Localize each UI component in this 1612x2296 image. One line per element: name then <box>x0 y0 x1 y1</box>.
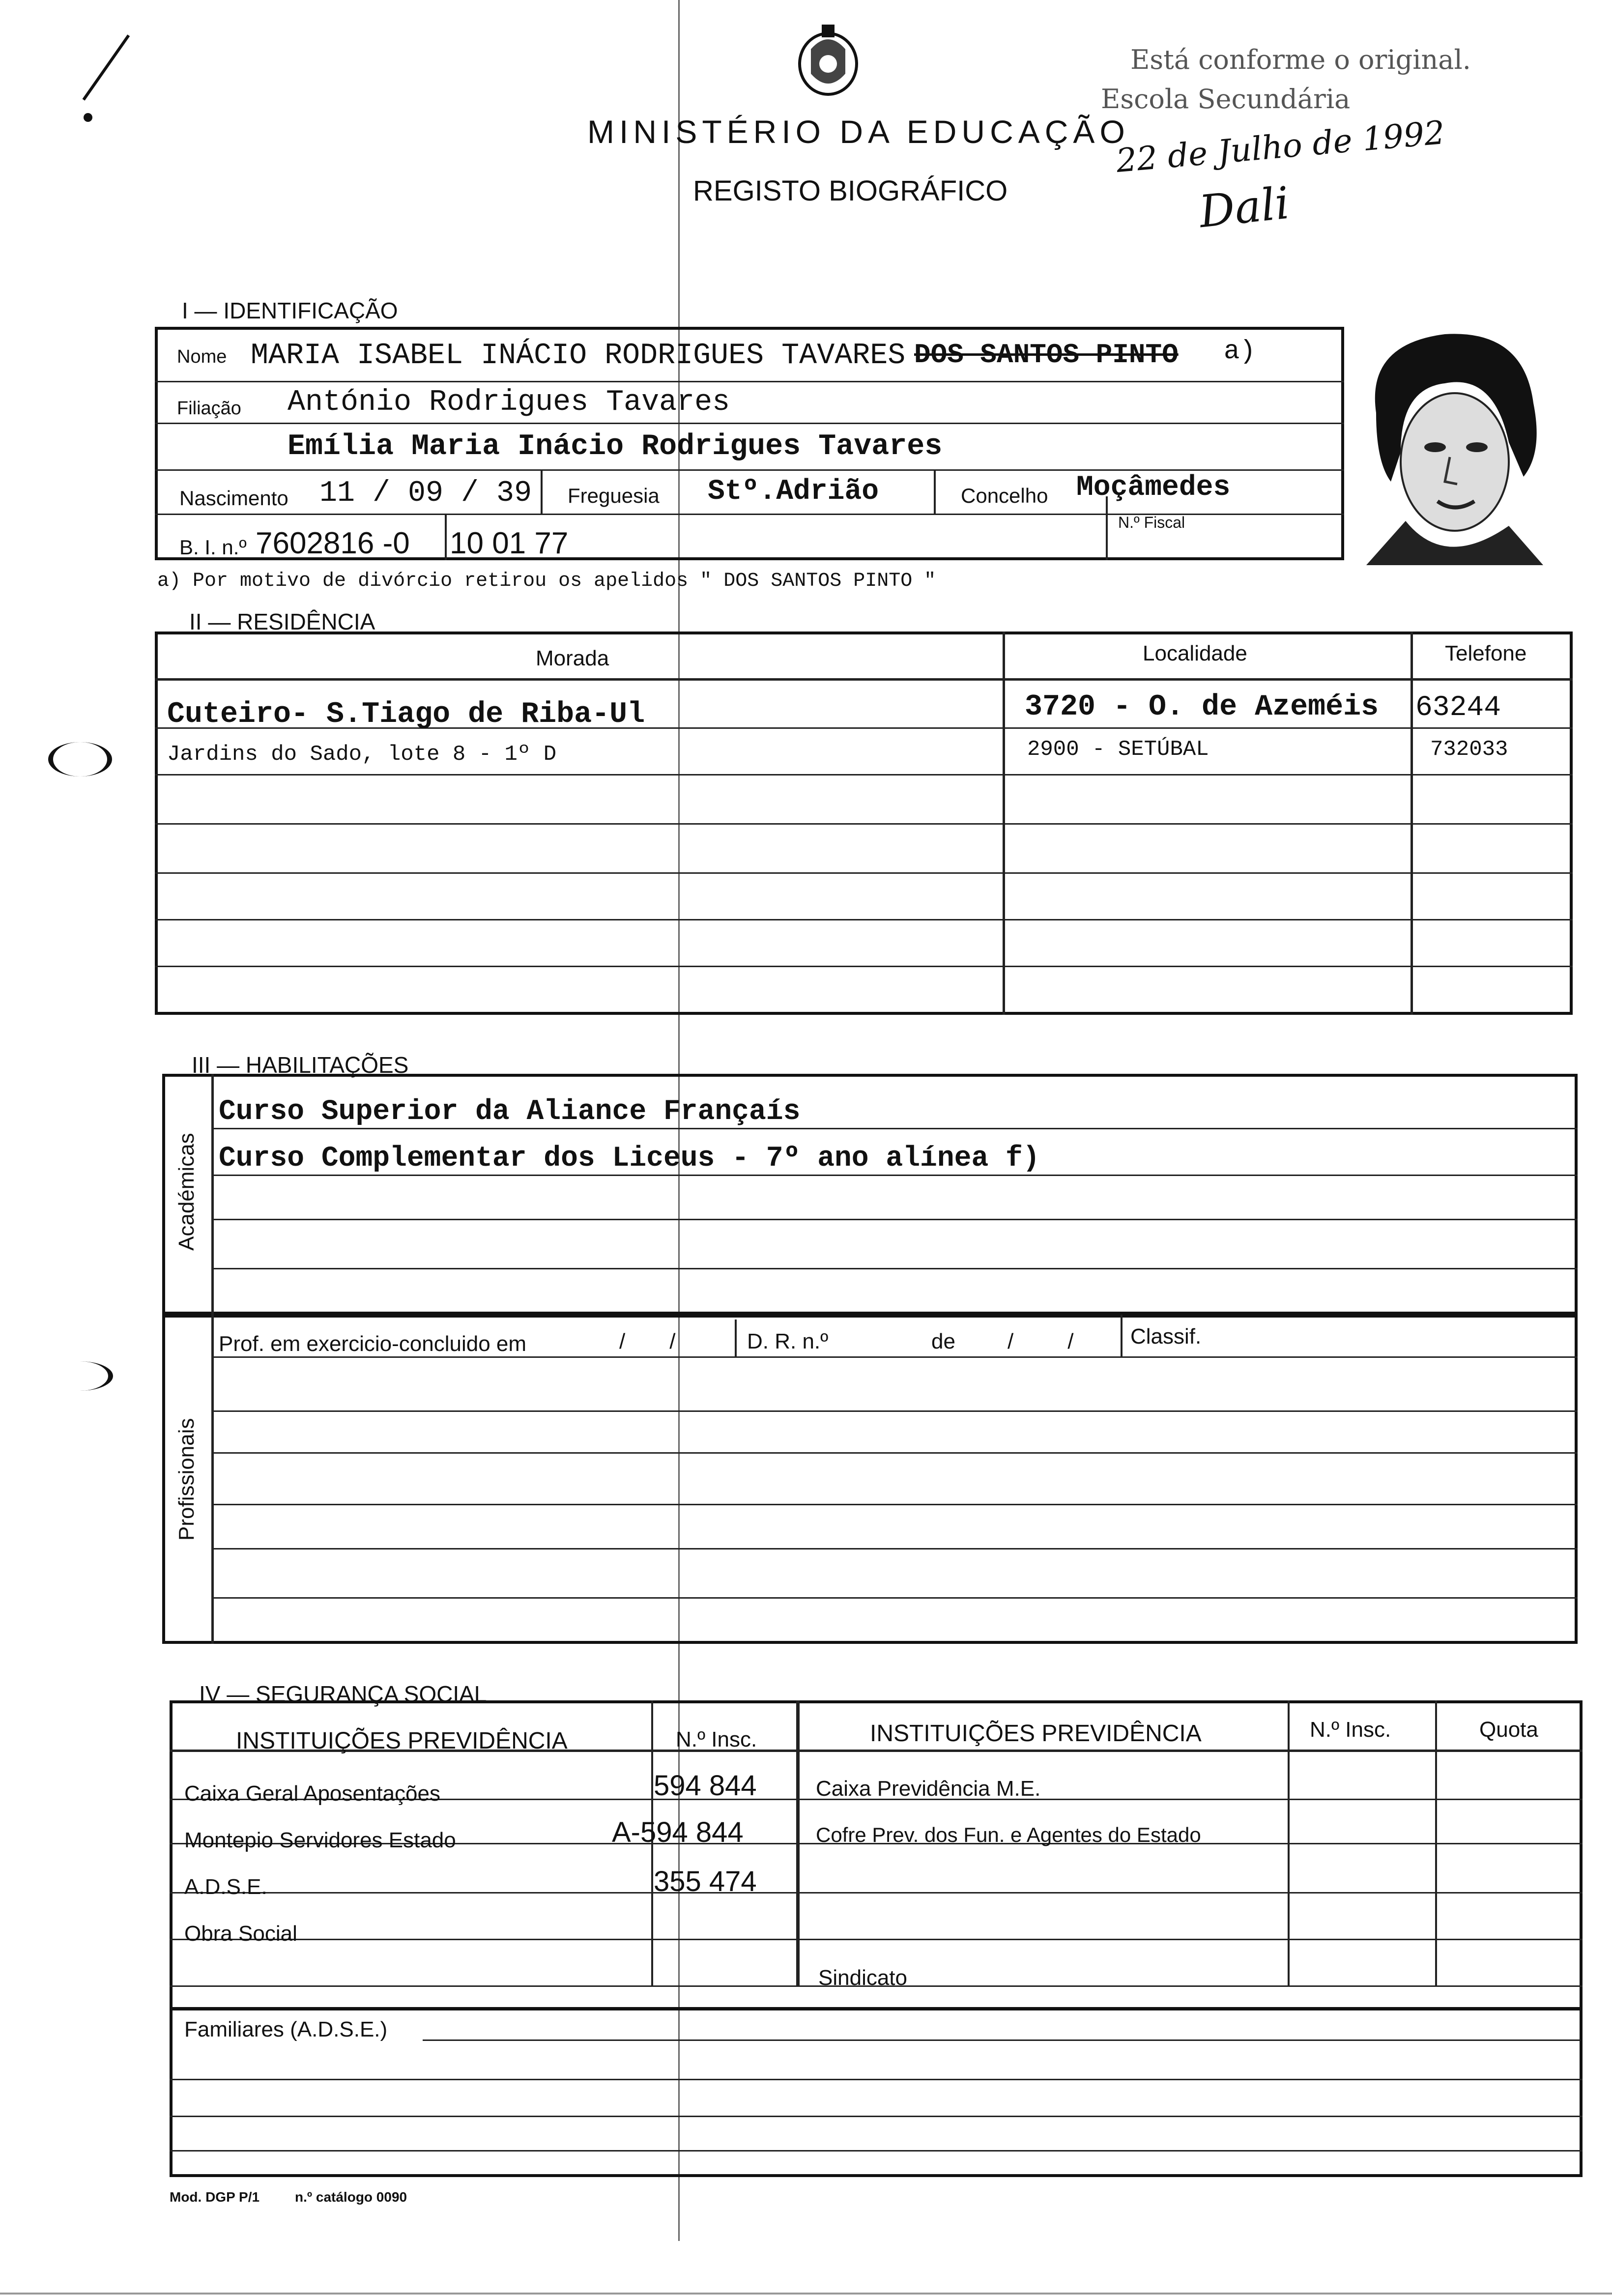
morada-cell: Jardins do Sado, lote 8 - 1º D <box>167 742 557 767</box>
column-divider <box>1003 631 1005 1015</box>
profissionais-label: Profissionais <box>174 1418 199 1541</box>
column-divider <box>211 1074 214 1315</box>
column-header-instituicoes: INSTITUIÇÕES PREVIDÊNCIA <box>236 1728 568 1754</box>
num-insc-cell: 594 844 <box>654 1770 757 1802</box>
stamp-date: 22 de Julho de 1992 <box>1114 113 1446 180</box>
row-line <box>211 1219 1578 1220</box>
concelho-label: Concelho <box>961 484 1048 507</box>
row-line <box>211 1410 1578 1412</box>
dr-label: D. R. n.º <box>747 1329 829 1353</box>
column-header-morada: Morada <box>536 646 609 670</box>
column-header-telefone: Telefone <box>1445 641 1527 665</box>
nascimento-value: 11 / 09 / 39 <box>319 477 532 510</box>
instituicao-cell: Obra Social <box>184 1922 297 1946</box>
form-title: REGISTO BIOGRÁFICO <box>693 175 1008 207</box>
de-label: de <box>931 1329 955 1353</box>
bi-label: B. I. n.º <box>179 536 247 559</box>
instituicao-cell: Caixa Previdência M.E. <box>816 1777 1041 1801</box>
localidade-cell: 3720 - O. de Azeméis <box>1025 690 1379 724</box>
mae-value: Emília Maria Inácio Rodrigues Tavares <box>288 430 943 463</box>
section-title-seguranca: IV — SEGURANÇA SOCIAL <box>199 1681 487 1707</box>
column-header-instituicoes: INSTITUIÇÕES PREVIDÊNCIA <box>870 1721 1202 1747</box>
pen-mark <box>84 113 92 122</box>
row-line <box>155 423 1344 424</box>
row-line <box>155 919 1573 920</box>
form-model-code: Mod. DGP P/1 <box>170 2189 260 2205</box>
row-line <box>211 1548 1578 1550</box>
instituicao-cell: Montepio Servidores Estado <box>184 1828 456 1852</box>
column-header-quota: Quota <box>1479 1718 1538 1742</box>
stamp-line: Está conforme o original. <box>1130 44 1471 75</box>
row-line <box>170 2079 1583 2080</box>
column-divider <box>1435 1700 1437 1985</box>
cell-divider <box>934 469 936 514</box>
freguesia-label: Freguesia <box>568 484 660 507</box>
nome-note-ref: a) <box>1224 337 1256 367</box>
row-line <box>155 774 1573 775</box>
pen-mark <box>83 34 130 101</box>
num-insc-cell: 355 474 <box>654 1866 757 1897</box>
row-line <box>155 966 1573 967</box>
stamp-line: Escola Secundária <box>1101 84 1351 115</box>
row-line <box>211 1504 1578 1505</box>
fiscal-label: N.º Fiscal <box>1118 514 1185 531</box>
row-line <box>155 469 1344 471</box>
cell-divider <box>445 514 447 560</box>
ministry-title: MINISTÉRIO DA EDUCAÇÃO <box>587 114 1130 150</box>
punch-hole-mark <box>48 742 112 776</box>
date-slashes: // <box>1008 1329 1128 1353</box>
familiares-label: Familiares (A.D.S.E.) <box>184 2017 388 2041</box>
divorce-note: a) Por motivo de divórcio retirou os apelidos " DOS SANTOS PINTO " <box>157 570 936 592</box>
academic-qualification: Curso Complementar dos Liceus - 7º ano alínea f) <box>219 1143 1040 1175</box>
instituicao-cell: A.D.S.E. <box>184 1875 267 1899</box>
certification-stamp <box>1101 44 1543 241</box>
row-line <box>211 1268 1578 1269</box>
row-line <box>211 1175 1578 1176</box>
row-line <box>155 381 1344 382</box>
column-header-num-insc: N.º Insc. <box>676 1727 757 1751</box>
column-divider <box>1410 631 1413 1015</box>
header-line <box>155 678 1573 681</box>
nome-label: Nome <box>177 346 227 367</box>
column-divider <box>211 1315 214 1644</box>
date-slashes: // <box>619 1329 720 1353</box>
row-line <box>423 2039 1580 2041</box>
morada-cell: Cuteiro- S.Tiago de Riba-Ul <box>167 698 645 731</box>
freguesia-value: Stº.Adrião <box>708 476 879 508</box>
instituicao-cell: Sindicato <box>818 1966 908 1990</box>
column-header-localidade: Localidade <box>1143 641 1247 665</box>
nome-struck: DOS SANTOS PINTO <box>914 339 1179 371</box>
catalog-number: n.º catálogo 0090 <box>295 2189 407 2205</box>
cell-divider <box>541 469 543 514</box>
row-line <box>170 2116 1583 2117</box>
filiacao-label: Filiação <box>177 398 241 419</box>
row-line <box>211 1597 1578 1599</box>
row-line <box>170 2150 1583 2152</box>
classif-label: Classif. <box>1130 1324 1202 1349</box>
telefone-cell: 732033 <box>1430 737 1508 762</box>
page-bottom-line <box>0 2293 1612 2295</box>
row-line <box>155 872 1573 874</box>
concelho-value: Moçâmedes <box>1076 472 1231 504</box>
column-header-num-insc: N.º Insc. <box>1310 1718 1391 1742</box>
column-divider <box>1288 1700 1290 1985</box>
section-title-identificacao: I — IDENTIFICAÇÃO <box>182 298 398 323</box>
telefone-cell: 63244 <box>1415 692 1501 724</box>
column-divider <box>796 1700 800 1985</box>
row-line <box>211 1452 1578 1454</box>
instituicao-cell: Cofre Prev. dos Fun. e Agentes do Estado <box>816 1823 1201 1846</box>
bi-date: 10 01 77 <box>450 526 569 560</box>
num-insc-cell: A-594 844 <box>612 1816 744 1848</box>
section-title-residencia: II — RESIDÊNCIA <box>189 609 375 634</box>
nascimento-label: Nascimento <box>179 487 288 510</box>
id-photo <box>1347 315 1573 565</box>
bi-value: 7602816 -0 <box>256 526 410 560</box>
coat-of-arms-emblem <box>791 20 865 103</box>
row-line <box>170 1892 1583 1894</box>
cell-divider <box>735 1320 737 1356</box>
section-title-habilitacoes: III — HABILITAÇÕES <box>192 1052 409 1078</box>
academic-qualification: Curso Superior da Aliance Françaís <box>219 1096 801 1128</box>
row-line <box>211 1356 1578 1358</box>
signature: Dali <box>1197 177 1292 238</box>
row-line <box>211 1128 1578 1129</box>
prof-exercicio-label: Prof. em exercicio-concluido em <box>219 1332 527 1356</box>
academicas-label: Académicas <box>174 1133 199 1251</box>
habilitacoes-profissionais-box <box>162 1315 1578 1644</box>
punch-hole-mark <box>47 1361 113 1391</box>
pai-value: António Rodrigues Tavares <box>288 386 730 419</box>
row-line <box>170 1939 1583 1940</box>
nome-value: MARIA ISABEL INÁCIO RODRIGUES TAVARES <box>251 339 906 373</box>
localidade-cell: 2900 - SETÚBAL <box>1027 737 1209 762</box>
instituicao-cell: Caixa Geral Aposentações <box>184 1781 440 1806</box>
row-line <box>155 823 1573 825</box>
cell-divider <box>1106 496 1108 560</box>
